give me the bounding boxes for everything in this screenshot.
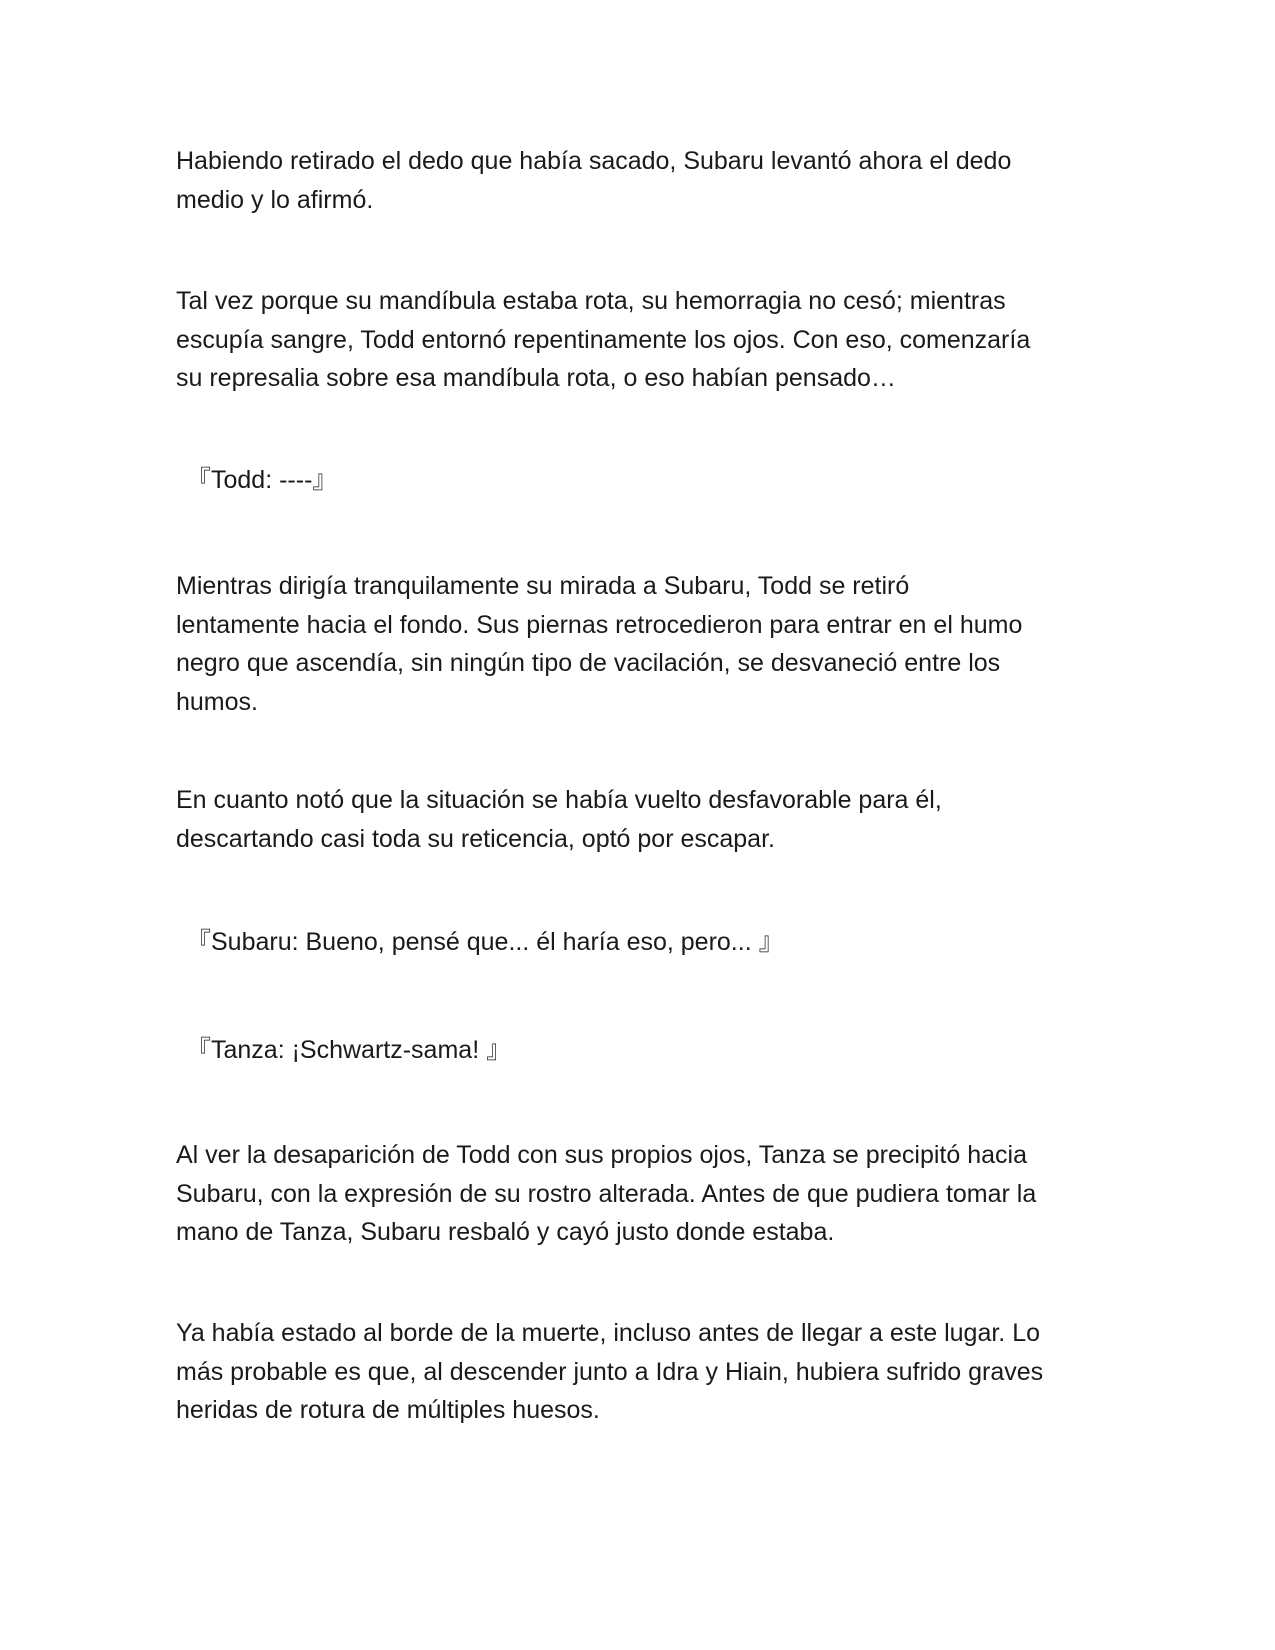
paragraph-3: Mientras dirigía tranquilamente su mirada a Subaru, Todd se retiró lentamente hacia el fondo. Sus piernas retrocedieron para entrar en el humo negro que ascendía, sin ningún tipo de vacilación, se desvaneció entre los humos. [176, 572, 1023, 716]
paragraph-5: Al ver la desaparición de Todd con sus propios ojos, Tanza se precipitó hacia Subaru, con la expresión de su rostro alterada. Antes de que pudiera tomar la mano de Tanza, Subaru resbaló y cayó justo donde estaba. [176, 1141, 1037, 1246]
dialogue-subaru: 『Subaru: Bueno, pensé que... él haría eso, pero... 』 [186, 928, 784, 956]
dialogue-todd: 『Todd: ----』 [186, 466, 338, 494]
paragraph-4: En cuanto notó que la situación se había vuelto desfavorable para él, descartando casi toda su reticencia, optó por escapar. [176, 786, 942, 853]
paragraph-1: Habiendo retirado el dedo que había sacado, Subaru levantó ahora el dedo medio y lo afirmó. [176, 147, 1012, 214]
paragraph-6: Ya había estado al borde de la muerte, incluso antes de llegar a este lugar. Lo más probable es que, al descender junto a Idra y Hiain, hubiera sufrido graves heridas de rotura de múltiples huesos. [176, 1319, 1044, 1424]
paragraph-2: Tal vez porque su mandíbula estaba rota, su hemorragia no cesó; mientras escupía sangre, Todd entornó repentinamente los ojos. Con eso, comenzaría su represalia sobre esa mandíbula rota, o eso habían pensado… [176, 287, 1031, 392]
dialogue-tanza: 『Tanza: ¡Schwartz-sama! 』 [186, 1036, 512, 1064]
